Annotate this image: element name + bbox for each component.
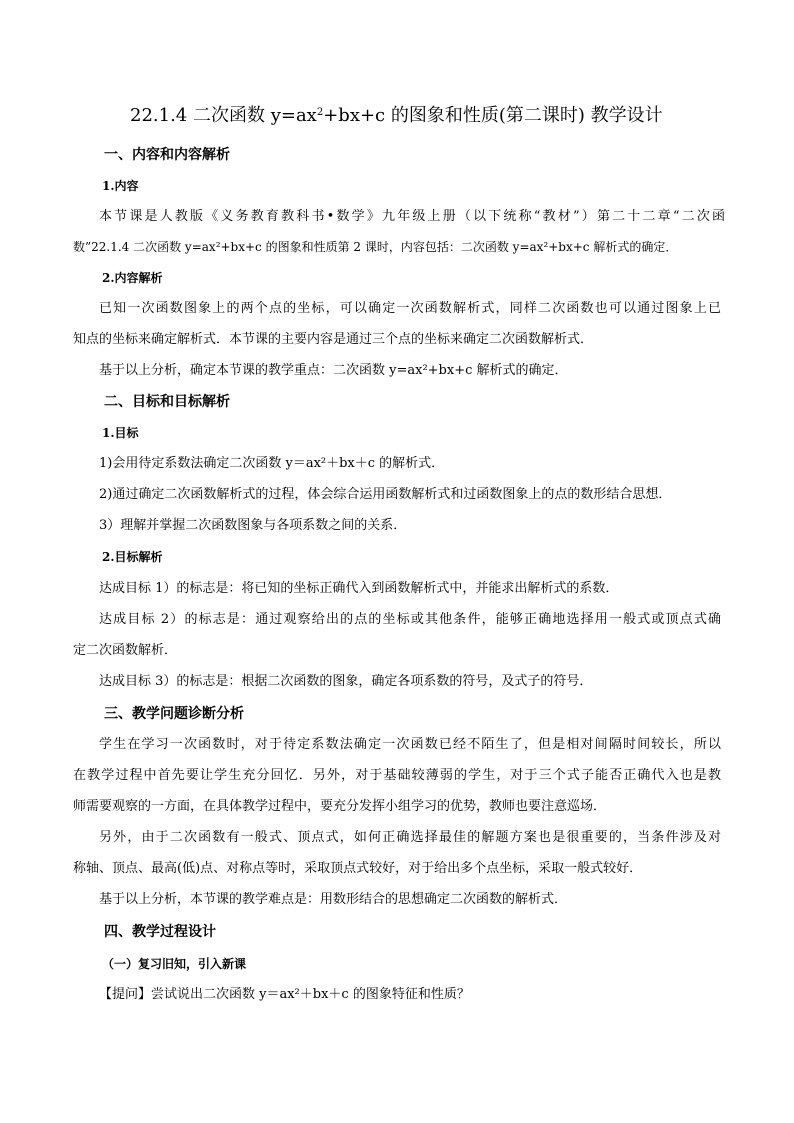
section-heading-4: 四、教学过程设计 <box>104 924 216 940</box>
paragraph-line: 师需要观察的一方面，在具体教学过程中，要充分发挥小组学习的优势，教师也要注意巡场． <box>73 799 607 814</box>
paragraph-line: 已知一次函数图象上的两个点的坐标，可以确定一次函数解析式，同样二次函数也可以通过图象上已 <box>99 301 721 316</box>
goal-analysis-item: 达成目标 2）的标志是：通过观察给出的点的坐标或其他条件，能够正确地选择用一般式或顶点式确 <box>99 612 721 627</box>
subheading-review: （一）复习旧知，引入新课 <box>102 957 247 971</box>
goal-analysis-item: 定二次函数解析． <box>73 643 178 658</box>
goal-analysis-item: 达成目标 1）的标志是：将已知的坐标正确代入到函数解析式中，并能求出解析式的系数． <box>99 581 619 596</box>
goal-item: 3）理解并掌握二次函数图象与各项系数之间的关系． <box>99 518 407 533</box>
paragraph-line: 学生在学习一次函数时，对于待定系数法确定一次函数已经不陌生了，但是相对间隔时间较长，所以 <box>99 737 721 752</box>
subheading-content: 1.内容 <box>102 179 139 193</box>
paragraph-line: 数”22.1.4 二次函数 y=ax²+bx+c 的图象和性质第 2 课时，内容包括：二次函数 y=ax²+bx+c 解析式的确定． <box>73 240 678 254</box>
question-line: 【提问】尝试说出二次函数 y＝ax²＋bx＋c 的图象特征和性质？ <box>99 987 470 1002</box>
goal-analysis-item: 达成目标 3）的标志是：根据二次函数的图象，确定各项系数的符号，及式子的符号． <box>99 674 593 689</box>
paragraph-line: 称轴、顶点、最高(低)点、对称点等时，采取顶点式较好，对于给出多个点坐标，采取一般式较好． <box>73 861 643 876</box>
goal-item: 1)会用待定系数法确定二次函数 y＝ax²＋bx＋c 的解析式． <box>99 456 445 471</box>
subheading-goal-analysis: 2.目标解析 <box>102 550 163 564</box>
title-superscript: 2 <box>316 107 324 118</box>
section-heading-2: 二、目标和目标解析 <box>104 394 230 410</box>
section-heading-3: 三、教学问题诊断分析 <box>104 706 244 722</box>
document-title <box>130 104 663 131</box>
paragraph-line: 另外，由于二次函数有一般式、顶点式，如何正确选择最佳的解题方案也是很重要的，当条件涉及对 <box>99 830 721 845</box>
goal-item: 2)通过确定二次函数解析式的过程，体会综合运用函数解析式和过函数图象上的点的数形结合思想． <box>99 487 672 502</box>
paragraph-line: 基于以上分析，确定本节课的教学重点：二次函数 y=ax²+bx+c 解析式的确定． <box>99 363 568 378</box>
paragraph-line: 在教学过程中首先要让学生充分回忆．另外，对于基础较薄弱的学生，对于三个式子能否正确代入也是教 <box>73 768 721 783</box>
subheading-goals: 1.目标 <box>102 426 139 440</box>
paragraph-line: 本节课是人教版《义务教育教科书•数学》九年级上册（以下统称“教材”）第二十二章“二次函 <box>99 209 725 224</box>
paragraph-line: 知点的坐标来确定解析式．本节课的主要内容是通过三个点的坐标来确定二次函数解析式． <box>73 332 594 347</box>
title-part-2: +bx+c 的图象和性质(第二课时) 教学设计 <box>323 105 663 126</box>
paragraph-line: 基于以上分析，本节课的教学难点是：用数形结合的思想确定二次函数的解析式． <box>99 892 568 907</box>
section-heading-1: 一、内容和内容解析 <box>104 147 230 163</box>
subheading-analysis: 2.内容解析 <box>102 271 163 285</box>
title-part-1: 22.1.4 二次函数 y=ax <box>130 105 317 126</box>
